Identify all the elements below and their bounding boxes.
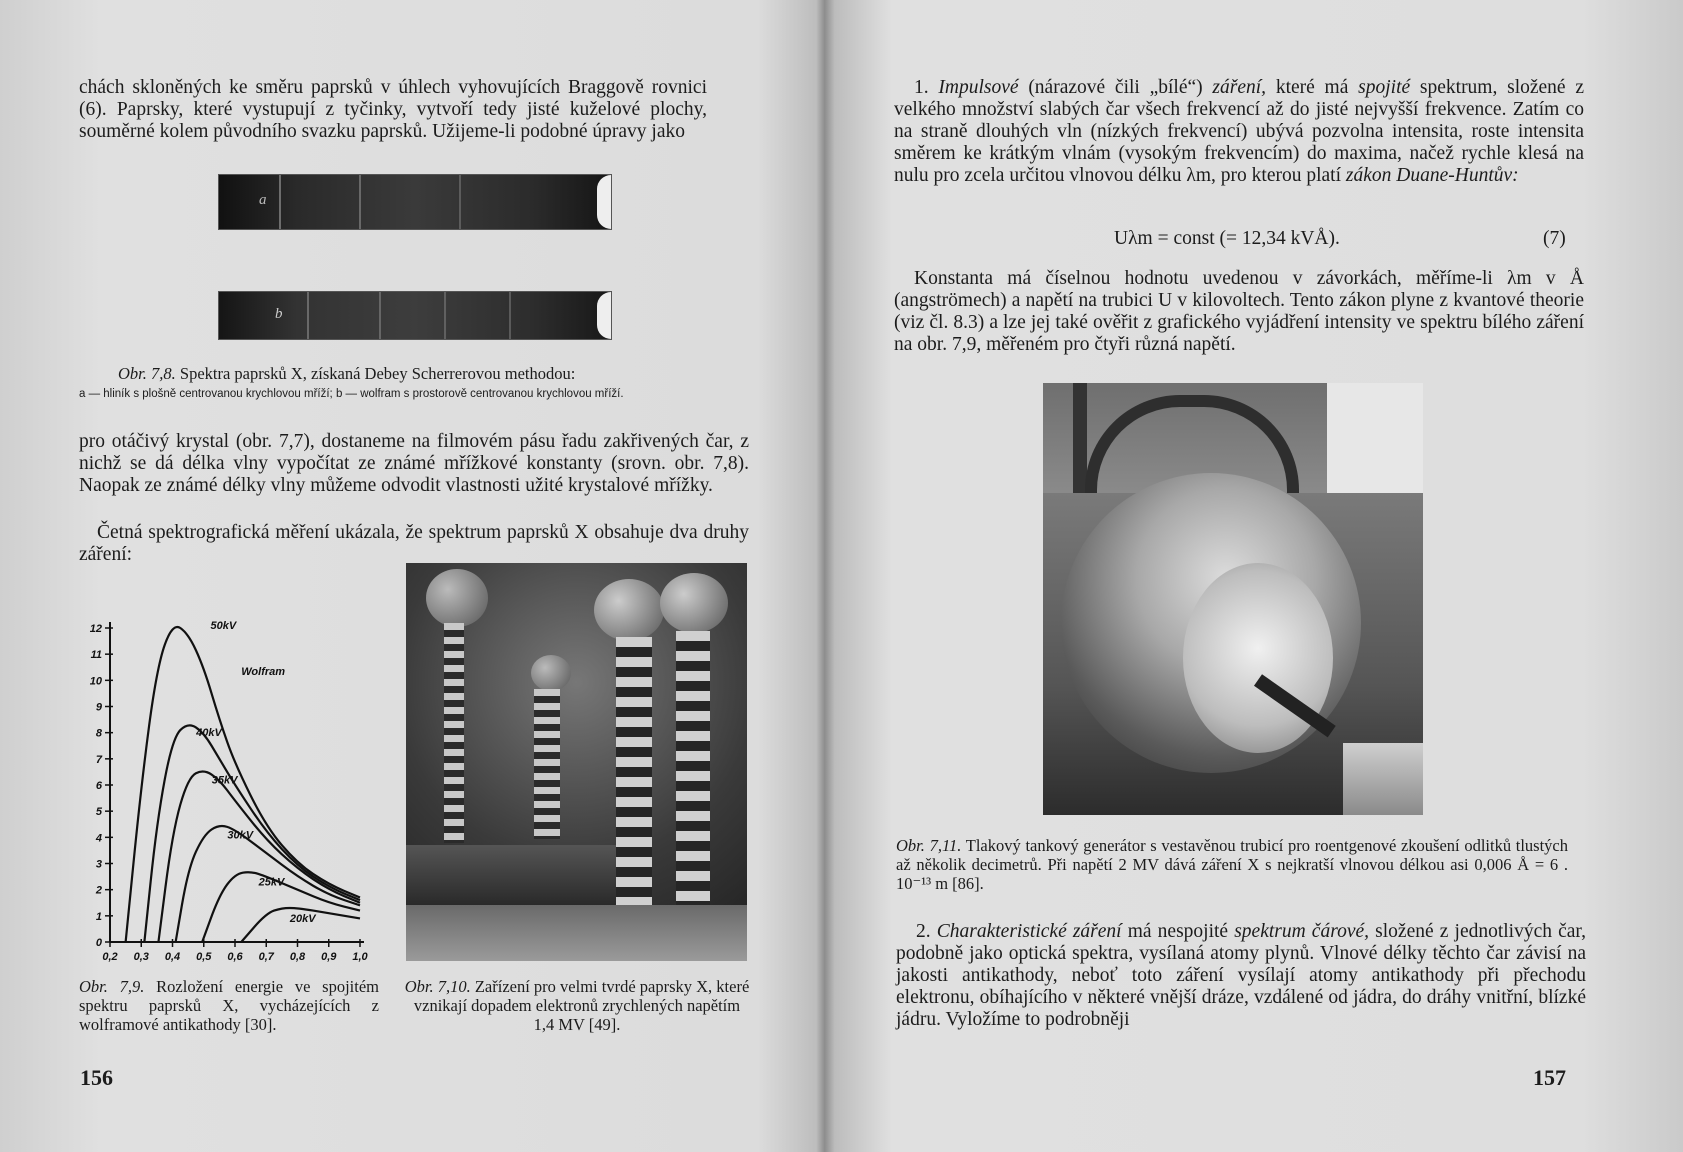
fig-7-10-caption bbox=[402, 977, 752, 1034]
fig-7-10-label: Obr. 7,10. bbox=[404, 977, 471, 996]
strip-a-label: a bbox=[259, 192, 267, 208]
x-tick-label: 0,2 bbox=[102, 951, 118, 963]
y-tick-label: 3 bbox=[95, 858, 102, 871]
left-page bbox=[0, 0, 820, 1152]
series-label: 35kV bbox=[211, 774, 238, 787]
paragraph-rotating-crystal: pro otáčivý krystal (obr. 7,7), dostaneme na filmovém pásu řadu zakřivených čar, z nichž se dá délka vlny vypočítat ze známé mřížkové konstanty (srovn. obr. 7,8). Naopak ze známé délky vlny můžeme odvodit vlastnosti užité krystalové mřížky. bbox=[79, 431, 749, 496]
item-1-term-2: záření, bbox=[1212, 77, 1267, 98]
fig-7-8-label: Obr. 7,8. bbox=[118, 364, 176, 383]
fig-7-10-text: Zařízení pro velmi tvrdé paprsky X, které vznikají dopadem elektronů zrychlených napětím 1,4 MV [49]. bbox=[413, 977, 750, 1034]
equation-7: Uλm = const (= 12,34 kVÅ). bbox=[1114, 228, 1340, 249]
item-1-number: 1. bbox=[914, 77, 929, 98]
y-tick-label: 2 bbox=[95, 884, 102, 897]
tank-generator-photo bbox=[1043, 383, 1423, 815]
paragraph-constant: Konstanta má číselnou hodnotu uvedenou v závorkách, měříme-li λm v Å (angströmech) a napětí na trubici U v kilovoltech. Tento zákon plyne z kvantové theorie (viz čl. 8.3) a lze jej také ověřit z grafického vyjádření intensity ve spektru bílého záření na obr. 7,9, měřeném pro čtyři různá napětí. bbox=[894, 268, 1584, 355]
series-label: 25kV bbox=[258, 876, 285, 889]
fig-7-11-text: Tlakový tankový generátor s vestavěnou trubicí pro roentgenové zkoušení odlitků tlustých až několik decimetrů. Při napětí 2 MV dává záření X s nejkratší vlnovou délkou asi 0,006 Å = 6 . 10⁻¹³ m [86]. bbox=[896, 836, 1569, 893]
energy-spectrum-chart bbox=[80, 612, 380, 972]
x-tick-label: 0,5 bbox=[196, 951, 212, 963]
y-tick-label: 8 bbox=[95, 727, 102, 740]
equation-number: (7) bbox=[1543, 228, 1566, 249]
series-label: 20kV bbox=[289, 912, 316, 925]
fig-7-9-label: Obr. 7,9. bbox=[79, 977, 145, 996]
x-tick-label: 0,6 bbox=[227, 951, 243, 963]
x-tick-label: 0,7 bbox=[258, 951, 274, 963]
item-1-term: Impulsové bbox=[938, 77, 1019, 98]
fig-7-8-subcaption: a — hliník s plošně centrovanou krychlovou mříží; b — wolfram s prostorově centrovanou krychlovou mříží. bbox=[79, 388, 624, 400]
item-2-paragraph bbox=[896, 921, 1586, 1031]
x-tick-label: 0,9 bbox=[321, 951, 337, 963]
y-tick-label: 5 bbox=[95, 806, 102, 819]
x-tick-label: 1,0 bbox=[352, 951, 368, 963]
y-tick-label: 9 bbox=[95, 701, 102, 714]
item-2-text-b: složené z jednotlivých čar, podobně jako optická spektra, vysílaná atomy plynů. Vlnové délky těchto čar závisí na jakosti antikathody, neboť toto záření vysílají atomy antikathody při přechodu elektronu, obíhajícího v některé vnější dráze, vzdálené od jádra, do dráhy vnitřní, blízké jádru. Vyložíme to podrobněji bbox=[896, 921, 1587, 1030]
item-2-text-a: má nespojité bbox=[1127, 921, 1229, 942]
series-label: 30kV bbox=[227, 829, 254, 842]
paragraph-measurements: Četná spektrografická měření ukázala, že spektrum paprsků X obsahuje dva druhy záření: bbox=[79, 522, 749, 565]
x-tick-label: 0,4 bbox=[164, 951, 181, 963]
y-tick-label: 6 bbox=[95, 780, 102, 792]
fig-7-11-caption bbox=[896, 836, 1568, 893]
item-1-text-a: (nárazové čili „bílé“) bbox=[1028, 77, 1203, 98]
x-tick-label: 0,8 bbox=[289, 951, 306, 963]
fig-7-11-label: Obr. 7,11. bbox=[896, 836, 962, 855]
item-1-term-3: spojité bbox=[1358, 77, 1411, 98]
y-tick-label: 10 bbox=[89, 675, 102, 688]
item-2-term: Charakteristické záření bbox=[936, 921, 1122, 942]
strip-b-label: b bbox=[275, 306, 283, 322]
y-tick-label: 0 bbox=[95, 937, 102, 949]
right-page bbox=[838, 0, 1683, 1152]
y-tick-label: 4 bbox=[95, 832, 102, 845]
series-label: 40kV bbox=[196, 727, 222, 740]
item-1-text-c: spektrum, složené z velkého množství slabých čar všech frekvencí až do jisté nejvyšší frekvence. Zatím co na straně dlouhých vln (nízkých frekvencí) ubývá pozvolna intensita, roste intensita směrem ke krátkým vlnám (vysokým frekvencím) do maxima, načež rychle klesá na nulu pro zcela určitou vlnovou délku λm, pro kterou platí bbox=[894, 77, 1585, 186]
item-2-number: 2. bbox=[916, 921, 931, 942]
series-line bbox=[158, 772, 360, 942]
y-tick-label: 12 bbox=[89, 623, 102, 635]
spectrum-strip-b bbox=[218, 291, 612, 340]
fig-7-8-caption bbox=[118, 364, 738, 383]
y-tick-label: 1 bbox=[95, 910, 102, 923]
item-1-text-b: které má bbox=[1275, 77, 1349, 98]
high-voltage-apparatus-photo bbox=[406, 563, 747, 961]
top-paragraph: chách skloněných ke směru paprsků v úhlech vyhovujících Braggově rovnici (6). Paprsky, které vystupují z tyčinky, vytvoří tedy jisté kuželové plochy, souměrné kolem původního svazku paprsků. Užijeme-li podobné úpravy jako bbox=[79, 77, 707, 142]
fig-7-8-text: Spektra paprsků X, získaná Debey Scherrerovou methodou: bbox=[179, 364, 576, 383]
fig-7-9-text: Rozložení energie ve spojitém spektru paprsků X, vycházejících z wolframové antikathody [30]. bbox=[79, 977, 380, 1034]
fig-7-9-caption bbox=[79, 977, 379, 1034]
item-2-term-2: spektrum čárové, bbox=[1234, 921, 1370, 942]
spectrum-strip-a bbox=[218, 174, 612, 230]
y-tick-label: 11 bbox=[90, 649, 102, 662]
x-tick-label: 0,3 bbox=[133, 951, 149, 963]
chart-annotation: Wolfram bbox=[241, 666, 286, 679]
item-1-paragraph bbox=[894, 77, 1584, 187]
series-label: 50kV bbox=[210, 619, 237, 632]
y-tick-label: 7 bbox=[95, 753, 102, 766]
duane-hunt-law: zákon Duane-Huntův: bbox=[1345, 165, 1519, 186]
page-number-left: 156 bbox=[80, 1065, 113, 1090]
page-number-right: 157 bbox=[1533, 1065, 1566, 1090]
